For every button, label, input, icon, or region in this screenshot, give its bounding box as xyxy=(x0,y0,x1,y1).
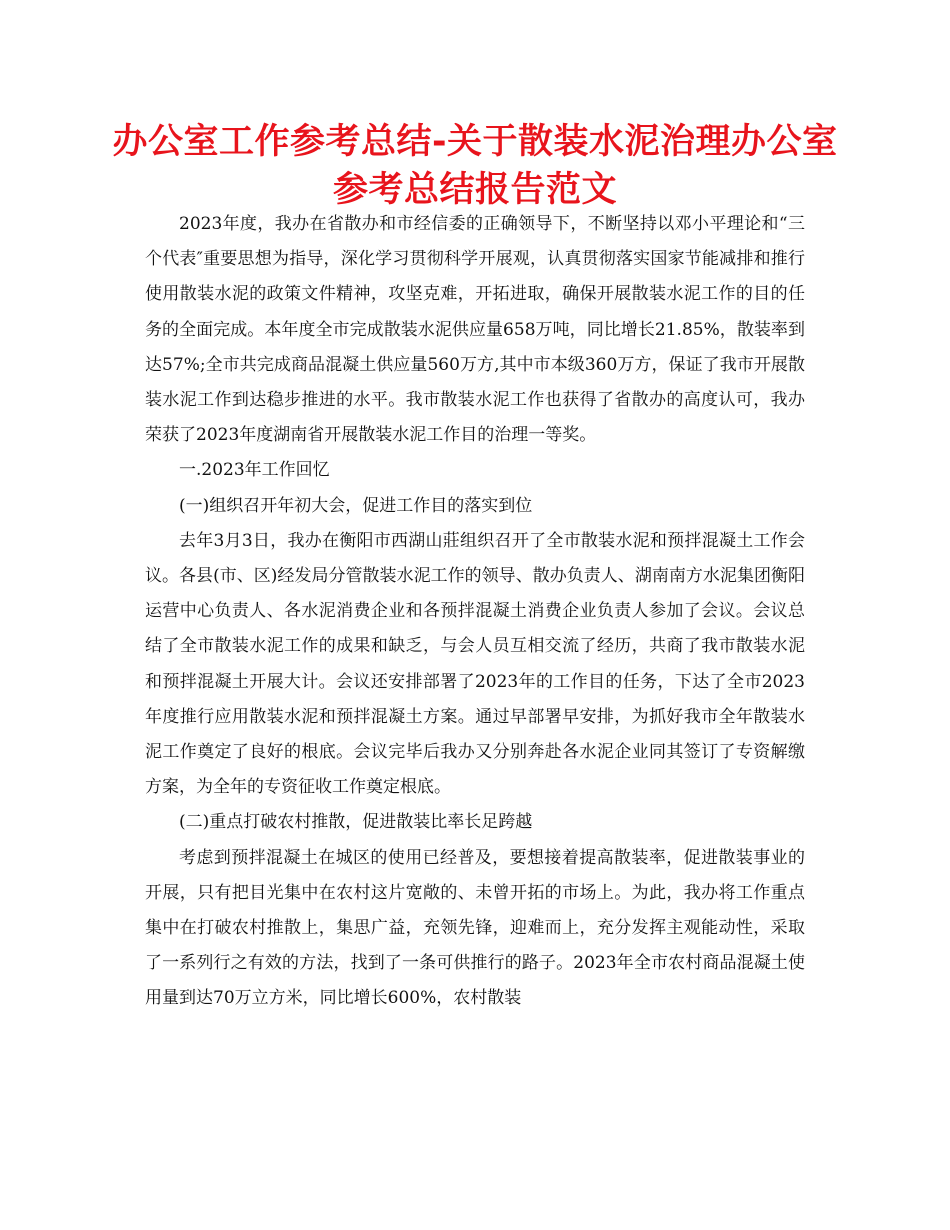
paragraph-rural: 考虑到预拌混凝土在城区的使用已经普及，要想接着提高散装率，促进散装事业的开展，只有把目光集中在农村这片宽敞的、未曾开拓的市场上。为此，我办将工作重点集中在打破农村推散上，集思广益，充领先锋，迎难而上，充分发挥主观能动性，采取了一系列行之有效的方法，找到了一条可供推行的路子。2023年全市农村商品混凝土使用量到达70万立方米，同比增长600%，农村散装 xyxy=(145,847,805,1009)
paragraph-meeting: 去年3月3日，我办在衡阳市西湖山莊组织召开了全市散装水泥和预拌混凝土工作会议。各县(市、区)经发局分管散装水泥工作的领导、散办负责人、湖南南方水泥集团衡阳运营中心负责人、各水泥消费企业和各预拌混凝土消费企业负责人参加了会议。会议总结了全市散装水泥工作的成果和缺乏，与会人员互相交流了经历，共商了我市散装水泥和预拌混凝土开展大计。会议还安排部署了2023年的工作目的任务，下达了全市2023年度推行应用散装水泥和预拌混凝土方案。通过早部署早安排，为抓好我市全年散装水泥工作奠定了良好的根底。会议完毕后我办又分别奔赴各水泥企业同其签订了专资解缴方案，为全年的专资征收工作奠定根底。 xyxy=(145,530,805,798)
subsection-heading-1: (一)组织召开年初大会，促进工作目的落实到位 xyxy=(179,495,533,516)
document-body xyxy=(145,207,805,1017)
paragraph-summary: 2023年度，我办在省散办和市经信委的正确领导下，不断坚持以邓小平理论和“三个代表″重要思想为指导，深化学习贯彻科学开展观，认真贯彻落实国家节能减排和推行使用散装水泥的政策文件精神，攻坚克难，开拓进取，确保开展散装水泥工作的目的任务的全面完成。本年度全市完成散装水泥供应量658万吨，同比增长21.85%，散装率到达57%;全市共完成商品混凝土供应量560万方,其中市本级360万方，保证了我市开展散装水泥工作到达稳步推进的水平。我市散装水泥工作也获得了省散办的高度认可，我办荣获了2023年度湖南省开展散装水泥工作目的治理一等奖。 xyxy=(145,214,805,446)
document-title: 办公室工作参考总结-关于散装水泥治理办公室参考总结报告范文 xyxy=(112,122,838,210)
section-heading-review: 一.2023年工作回忆 xyxy=(179,460,330,481)
subsection-heading-2: (二)重点打破农村推散，促进散装比率长足跨越 xyxy=(179,812,533,833)
